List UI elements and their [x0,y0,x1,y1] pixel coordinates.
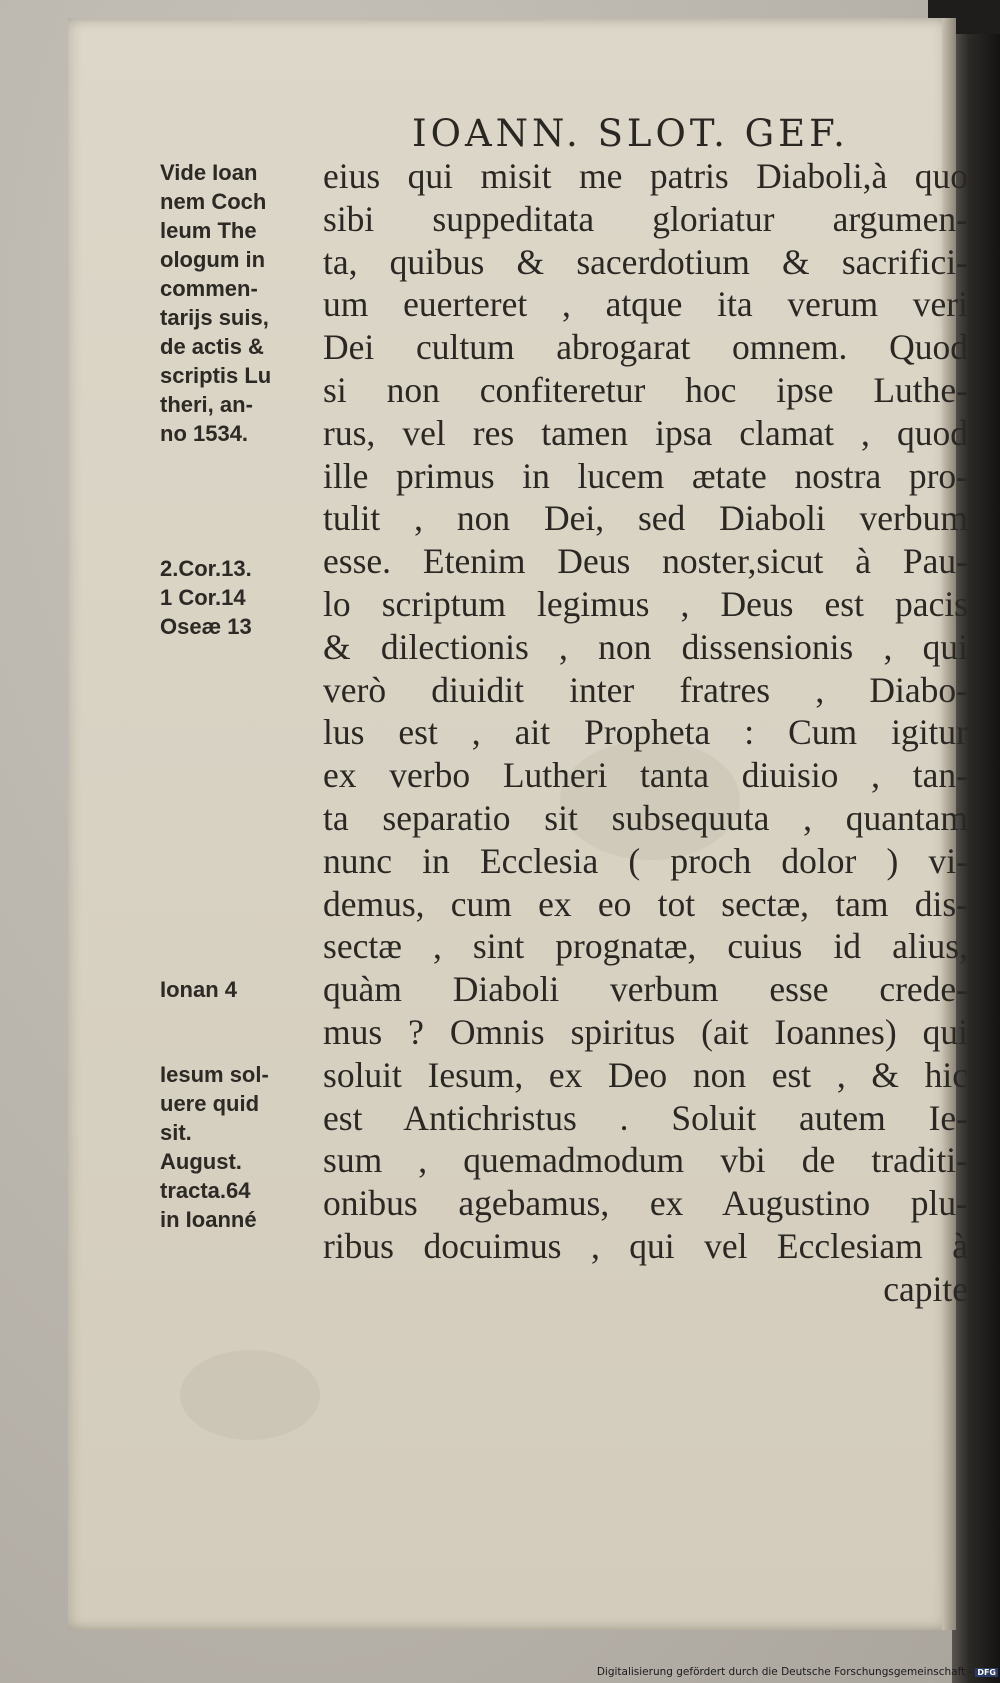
text-line: si non confiteretur hoc ipse Luthe- [323,369,968,410]
margin-note-line: 1 Cor.14 [160,585,246,610]
paper-stain [180,1350,320,1440]
margin-note-line: no 1534. [160,421,249,446]
text-line: quàm Diaboli verbum esse crede- [323,969,968,1010]
text-line: Dei cultum abrogarat omnem. Quod [323,327,968,368]
text-line: sibi suppeditata gloriatur argumen- [323,198,968,239]
text-line: tulit , non Dei, sed Diaboli verbum [323,498,968,539]
margin-note-line: Oseæ 13 [160,614,252,639]
dfg-logo: DFG [977,1667,996,1677]
margin-note-line: commen- [160,276,258,301]
margin-note-line: nem Coch [160,189,267,214]
margin-note-line: leum The [160,218,257,243]
text-line: lo scriptum legimus , Deus est pacis [323,583,968,624]
margin-note-line: tarijs suis, [160,305,269,330]
margin-note-citations [160,554,318,641]
margin-note-line: Ionan 4 [160,977,238,1002]
text-line: rus, vel res tamen ipsa clamat , quod [323,412,968,453]
text-line: lus est , ait Propheta : Cum igitur [323,712,968,753]
text-line: sum , quemadmodum vbi de traditi- [323,1140,968,1181]
text-line: sectæ , sint prognatæ, cuius id alius, [323,926,968,967]
margin-note-line: August. [160,1149,242,1174]
text-line: ribus docuimus , qui vel Ecclesiam à [323,1225,968,1266]
text-line: ille primus in lucem ætate nostra pro- [323,455,968,496]
text-line: ta separatio sit subsequuta , quantam [323,797,968,838]
text-line: ex verbo Lutheri tanta diuisio , tan- [323,755,968,796]
margin-note-line: 2.Cor.13. [160,556,252,581]
footer-text: Digitalisierung gefördert durch die Deutsche Forschungsgemeinschaft - [596,1666,973,1678]
text-line: um euerteret , atque ita verum veri [323,284,968,325]
main-text-block [323,155,968,1311]
text-line: demus, cum ex eo tot sectæ, tam dis- [323,883,968,924]
text-line: esse. Etenim Deus noster,sicut à Pau- [323,541,968,582]
text-line: verò diuidit inter fratres , Diabo- [323,669,968,710]
margin-note-line: Iesum sol- [160,1062,269,1087]
margin-note-line: de actis & [160,334,264,359]
margin-note-line: theri, an- [160,392,253,417]
margin-note-line: Vide Ioan [160,160,258,185]
margin-note-line: scriptis Lu [160,363,272,388]
text-line: soluit Iesum, ex Deo non est , & hic [323,1054,968,1095]
margin-note-ionan [160,975,318,1004]
text-line: & dilectionis , non dissensionis , qui [323,626,968,667]
margin-note-line: uere quid [160,1091,260,1116]
margin-note-augustine [160,1060,318,1234]
margin-note-line: ologum in [160,247,266,272]
margin-note-line: in Ioanné [160,1207,257,1232]
catchword: capite [883,1268,968,1309]
margin-note-line: sit. [160,1120,192,1145]
margin-note-line: tracta.64 [160,1178,251,1203]
margin-note-cochlaeus [160,158,318,448]
text-line: ta, quibus & sacerdotium & sacrifici- [323,241,968,282]
text-line: mus ? Omnis spiritus (ait Ioannes) qui [323,1011,968,1052]
digitization-footer [578,1666,998,1678]
text-line: eius qui misit me patris Diaboli,à quo [323,156,968,196]
running-head: IOANN. SLOT. GEF. [412,112,849,155]
text-line: nunc in Ecclesia ( proch dolor ) vi- [323,840,968,881]
text-line: onibus agebamus, ex Augustino plu- [323,1183,968,1224]
text-line: est Antichristus . Soluit autem Ie- [323,1097,968,1138]
